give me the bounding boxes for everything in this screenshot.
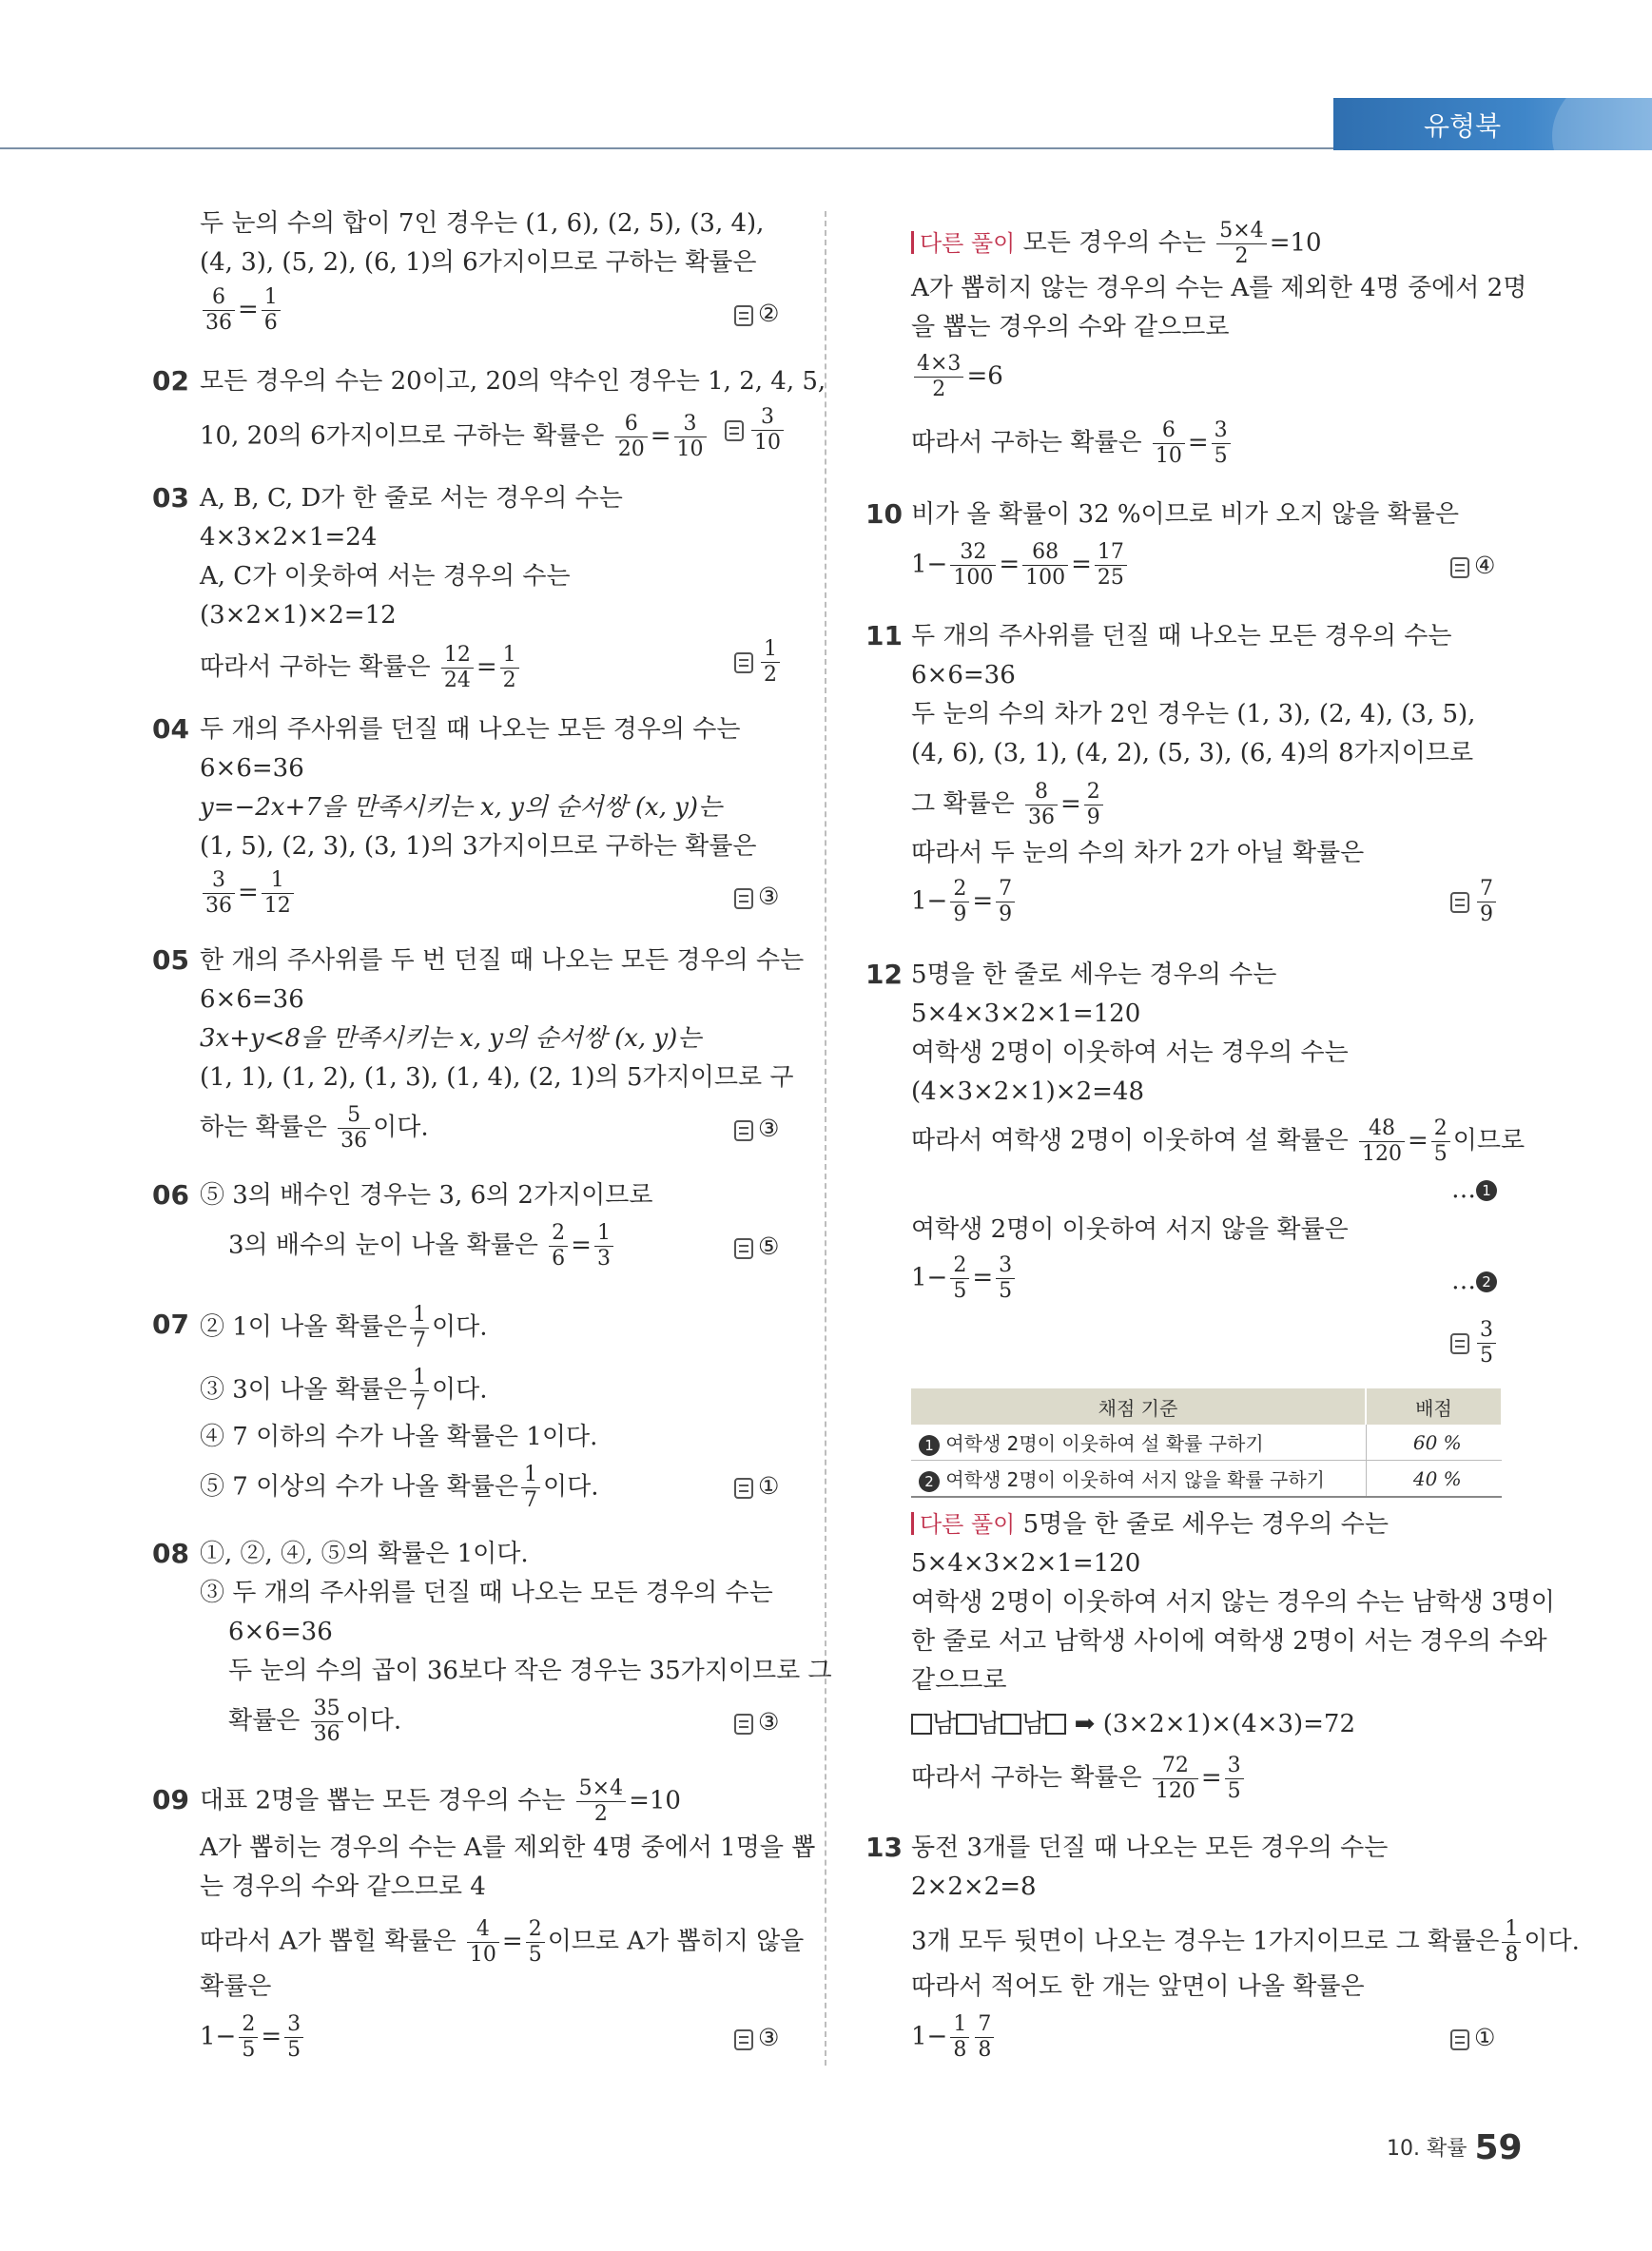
answer: $\frac{1}{2}$ xyxy=(734,639,783,686)
text-line: 남 남 남 ➡ (3×2×1)×(4×3)=72 xyxy=(911,1708,1355,1740)
table-cell: 60 % xyxy=(1366,1425,1502,1461)
problem-number: 04 xyxy=(152,713,189,745)
text-line: ④ 7 이하의 수가 나올 확률은 1이다. xyxy=(200,1423,598,1451)
table-row xyxy=(911,1425,1502,1461)
text-line: ⑤ 7 이상의 수가 나올 확률은 $\frac{1}{7}$ 이다. xyxy=(200,1463,599,1512)
text-line: y=−2x+7을 만족시키는 x, y의 순서쌍 (x, y)는 xyxy=(200,793,723,822)
text-line: 6×6=36 xyxy=(200,754,304,783)
section-tab-label: 유형북 xyxy=(1424,110,1502,142)
arrow-icon: ➡ xyxy=(1074,1710,1096,1738)
text-line: 5×4×3×2×1=120 xyxy=(911,999,1141,1028)
problem-number: 06 xyxy=(152,1179,189,1211)
answer: $\frac{3}{5}$ xyxy=(1450,1320,1499,1367)
text-line: ② 1이 나올 확률은 $\frac{1}{7}$ 이다. xyxy=(200,1303,488,1352)
text-line: 3개 모두 뒷면이 나오는 경우는 1가지이므로 그 확률은 $\frac{1}{8}$ 이다. xyxy=(911,1917,1580,1967)
answer-icon xyxy=(734,652,753,673)
page-number: 59 xyxy=(1474,2128,1523,2167)
problem-number: 03 xyxy=(152,482,189,514)
text-line: 6×6=36 xyxy=(228,1618,333,1646)
text-line: ③ 두 개의 주사위를 던질 때 나오는 모든 경우의 수는 xyxy=(200,1579,773,1607)
table-header: 채점 기준 xyxy=(911,1388,1366,1425)
text-line: (4, 3), (5, 2), (6, 1)의 6가지이므로 구하는 확률은 xyxy=(200,248,757,277)
table-cell: 40 % xyxy=(1366,1461,1502,1498)
answer-icon xyxy=(734,1120,753,1141)
answer: ② xyxy=(734,300,779,327)
text-line: 따라서 구하는 확률은 $\frac{12}{24}$ = $\frac{1}{2}$ xyxy=(200,645,522,691)
table-header: 배점 xyxy=(1366,1388,1502,1425)
problem-number: 02 xyxy=(152,365,189,397)
text-line: ⑤ 3의 배수인 경우는 3, 6의 2가지이므로 xyxy=(200,1181,653,1210)
answer-icon xyxy=(725,420,744,441)
text-line: 따라서 여학생 2명이 이웃하여 설 확률은 $\frac{48}{120}$ = $\frac{2}{5}$ 이므로 xyxy=(911,1116,1526,1166)
table-cell: 2 여학생 2명이 이웃하여 서지 않을 확률 구하기 xyxy=(911,1461,1366,1498)
text-line: 그 확률은 $\frac{8}{36}$ = $\frac{2}{9}$ xyxy=(911,782,1106,828)
text-line: 한 줄로 서고 남학생 사이에 여학생 2명이 서는 경우의 수와 xyxy=(911,1627,1547,1656)
text-line: 여학생 2명이 이웃하여 서지 않는 경우의 수는 남학생 3명이 xyxy=(911,1588,1555,1617)
page-footer xyxy=(1387,2128,1523,2167)
text-line: 3x+y<8을 만족시키는 x, y의 순서쌍 (x, y)는 xyxy=(200,1024,702,1053)
answer-icon xyxy=(1450,1333,1469,1354)
text-line: 다른 풀이 모든 경우의 수는 $\frac{5\times 4}{2}$ =10 xyxy=(911,221,1322,267)
text-line: 4×3×2×1=24 xyxy=(200,523,378,552)
chapter-label: 10. 확률 xyxy=(1387,2137,1467,2161)
step-marker: … 2 xyxy=(1451,1267,1497,1295)
text-line: (1, 5), (2, 3), (3, 1)의 3가지이므로 구하는 확률은 xyxy=(200,832,757,861)
problem-number: 07 xyxy=(152,1309,189,1340)
text-line: 비가 올 확률이 32 %이므로 비가 오지 않을 확률은 xyxy=(911,500,1459,529)
column-divider xyxy=(825,211,826,2066)
grading-table xyxy=(911,1388,1503,1498)
answer: ⑤ xyxy=(734,1232,779,1260)
answer-icon xyxy=(1450,557,1469,578)
formula: 1− $\frac{2}{5}$ = $\frac{3}{5}$ xyxy=(200,2014,306,2061)
text-line: 다른 풀이 5명을 한 줄로 세우는 경우의 수는 xyxy=(911,1508,1389,1541)
table-row xyxy=(911,1461,1502,1498)
table-cell: 1 여학생 2명이 이웃하여 설 확률 구하기 xyxy=(911,1425,1366,1461)
answer-icon xyxy=(734,1238,753,1259)
formula: 1− $\frac{2}{5}$ = $\frac{3}{5}$ xyxy=(911,1255,1018,1302)
problem-number: 10 xyxy=(865,498,903,530)
step-marker: … 1 xyxy=(1451,1175,1497,1204)
answer-icon xyxy=(734,1714,753,1735)
text-line: 따라서 A가 뽑힐 확률은 $\frac{4}{10}$ = $\frac{2}{5}$ 이므로 A가 뽑히지 않을 xyxy=(200,1917,805,1967)
text-line: 따라서 적어도 한 개는 앞면이 나올 확률은 xyxy=(911,1972,1365,2001)
text-line: 확률은 $\frac{35}{36}$ 이다. xyxy=(228,1697,402,1746)
answer-icon xyxy=(734,2029,753,2050)
text-line: 는 경우의 수와 같으므로 4 xyxy=(200,1873,486,1901)
answer-icon xyxy=(1450,892,1469,913)
text-line: 모든 경우의 수는 20이고, 20의 약수인 경우는 1, 2, 4, 5, xyxy=(200,367,826,396)
formula: 1− $\frac{32}{100}$ = $\frac{68}{100}$ = $\frac{17}{25}$ xyxy=(911,542,1130,589)
formula: 1− $\frac{2}{9}$ = $\frac{7}{9}$ xyxy=(911,879,1018,925)
answer-icon xyxy=(734,888,753,909)
alt-solution-tag: 다른 풀이 xyxy=(911,230,1015,257)
text-line: 여학생 2명이 이웃하여 서지 않을 확률은 xyxy=(911,1215,1349,1244)
answer-icon xyxy=(734,305,753,326)
text-line: 따라서 구하는 확률은 $\frac{72}{120}$ = $\frac{3}{5}$ xyxy=(911,1756,1247,1802)
text-line: (4×3×2×1)×2=48 xyxy=(911,1077,1145,1106)
problem-number: 12 xyxy=(865,959,903,990)
text-line: 5×4×3×2×1=120 xyxy=(911,1549,1141,1578)
text-line: 2×2×2=8 xyxy=(911,1873,1037,1901)
text-line: (4, 6), (3, 1), (4, 2), (5, 3), (6, 4)의 8가지이므로 xyxy=(911,739,1474,767)
text-line: 확률은 xyxy=(200,1972,272,2001)
answer: $\frac{7}{9}$ xyxy=(1450,879,1499,925)
text-line: 여학생 2명이 이웃하여 서는 경우의 수는 xyxy=(911,1038,1349,1067)
answer: ① xyxy=(1450,2024,1495,2051)
text-line: 6×6=36 xyxy=(200,985,304,1014)
text-line: (1, 1), (1, 2), (1, 3), (1, 4), (2, 1)의 5가지이므로 구 xyxy=(200,1063,794,1092)
text-line: 두 개의 주사위를 던질 때 나오는 모든 경우의 수는 xyxy=(911,622,1452,650)
formula: 1− $\frac{1}{8}$ $\frac{7}{8}$ xyxy=(911,2014,997,2061)
text-line: 따라서 구하는 확률은 $\frac{6}{10}$ = $\frac{3}{5}$ xyxy=(911,420,1234,467)
problem-number: 13 xyxy=(865,1832,903,1863)
text-line: 두 눈의 수의 차가 2인 경우는 (1, 3), (2, 4), (3, 5), xyxy=(911,700,1476,728)
formula: $\frac{6}{36}$ = $\frac{1}{6}$ xyxy=(200,287,283,334)
text-line: 대표 2명을 뽑는 모든 경우의 수는 $\frac{5\times 4}{2}$ =10 xyxy=(200,1776,681,1826)
answer: ③ xyxy=(734,1708,779,1736)
answer: ① xyxy=(734,1472,779,1500)
text-line: 5명을 한 줄로 세우는 경우의 수는 xyxy=(911,961,1277,989)
answer: ④ xyxy=(1450,552,1495,579)
problem-number: 08 xyxy=(152,1538,189,1569)
problem-number: 11 xyxy=(865,620,903,651)
answer-icon xyxy=(734,1478,753,1499)
text-line: ①, ②, ④, ⑤의 확률은 1이다. xyxy=(200,1540,529,1568)
text-line: 을 뽑는 경우의 수와 같으므로 xyxy=(911,313,1230,341)
text-line: 3의 배수의 눈이 나올 확률은 $\frac{2}{6}$ = $\frac{1}{3}$ xyxy=(228,1223,616,1270)
text-line: (3×2×1)×2=12 xyxy=(200,601,397,630)
text-line: A, B, C, D가 한 줄로 서는 경우의 수는 xyxy=(200,484,623,513)
section-tab xyxy=(1333,98,1652,150)
answer-icon xyxy=(1450,2029,1469,2050)
answer: ③ xyxy=(734,1115,779,1142)
text-line: A가 뽑히지 않는 경우의 수는 A를 제외한 4명 중에서 2명 xyxy=(911,274,1527,302)
formula: $\frac{4\times 3}{2}$ =6 xyxy=(911,354,1003,400)
problem-number: 05 xyxy=(152,944,189,976)
text-line: 따라서 두 눈의 수의 차가 2가 아닐 확률은 xyxy=(911,839,1365,867)
text-line: 하는 확률은 $\frac{5}{36}$ 이다. xyxy=(200,1103,429,1153)
text-line: 한 개의 주사위를 두 번 던질 때 나오는 모든 경우의 수는 xyxy=(200,946,805,975)
answer: $\frac{3}{10}$ xyxy=(725,407,787,454)
text-line: 6×6=36 xyxy=(911,661,1016,689)
text-line: 두 눈의 수의 합이 7인 경우는 (1, 6), (2, 5), (3, 4), xyxy=(200,209,765,238)
text-line: A, C가 이웃하여 서는 경우의 수는 xyxy=(200,562,571,591)
problem-number: 09 xyxy=(152,1784,189,1815)
text-line: 같으므로 xyxy=(911,1666,1007,1695)
answer: ③ xyxy=(734,883,779,910)
text-line: 두 개의 주사위를 던질 때 나오는 모든 경우의 수는 xyxy=(200,715,741,744)
text-line: ③ 3이 나올 확률은 $\frac{1}{7}$ 이다. xyxy=(200,1366,488,1415)
text-line: 10, 20의 6가지이므로 구하는 확률은 $\frac{6}{20}$ = $\frac{3}{10}$ xyxy=(200,414,709,460)
formula: $\frac{3}{36}$ = $\frac{1}{12}$ xyxy=(200,870,297,917)
answer: ③ xyxy=(734,2024,779,2051)
text-line: A가 뽑히는 경우의 수는 A를 제외한 4명 중에서 1명을 뽑 xyxy=(200,1834,816,1862)
text-line: 두 눈의 수의 곱이 36보다 작은 경우는 35가지이므로 그 xyxy=(228,1657,832,1685)
text-line: 동전 3개를 던질 때 나오는 모든 경우의 수는 xyxy=(911,1834,1389,1862)
alt-solution-tag: 다른 풀이 xyxy=(911,1511,1015,1538)
